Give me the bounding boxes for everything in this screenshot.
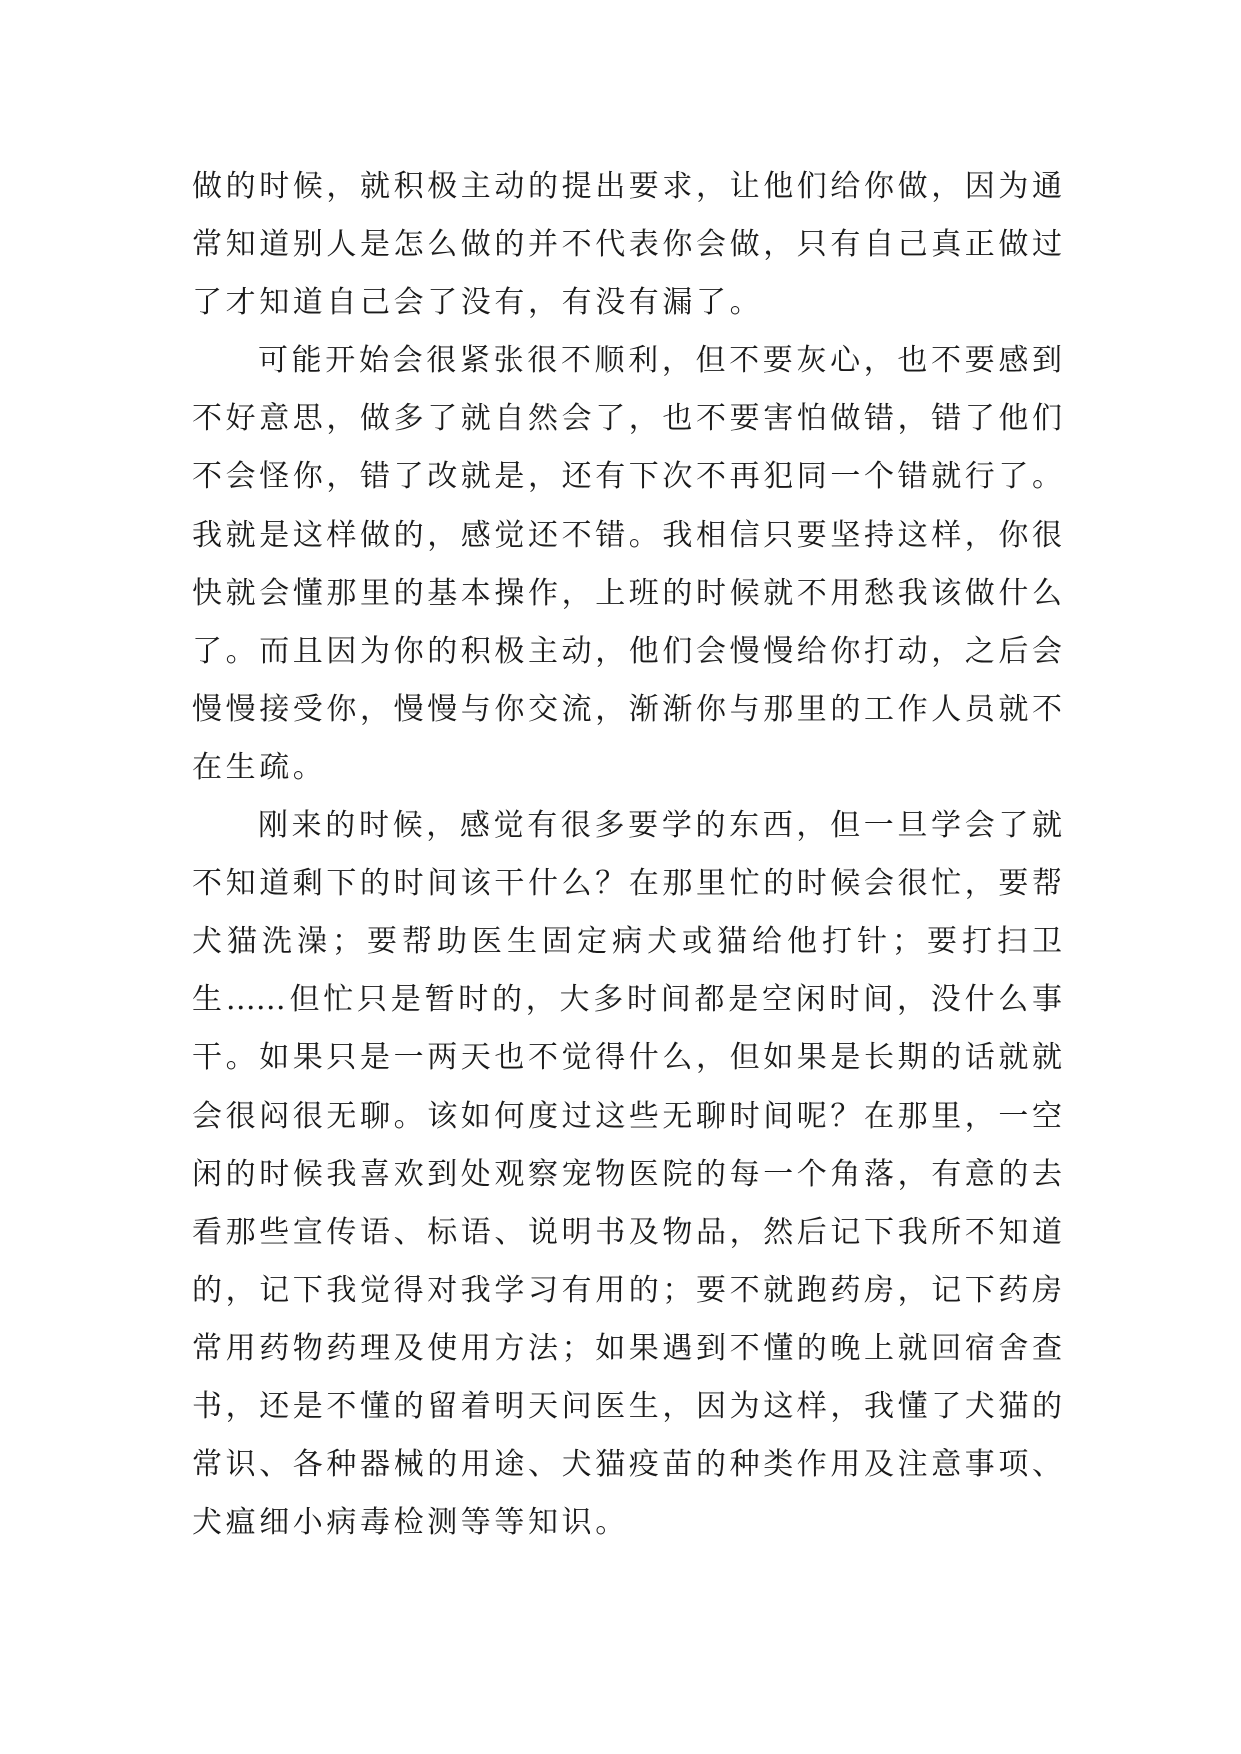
body-text [192, 158, 1062, 1552]
text-line: 干。如果只是一两天也不觉得什么，但如果是长期的话就就 [192, 1040, 1062, 1076]
text-line: 会很闷很无聊。该如何度过这些无聊时间呢？在那里，一空 [192, 1098, 1062, 1134]
text-line: 看那些宣传语、标语、说明书及物品，然后记下我所不知道 [192, 1214, 1062, 1250]
text-line: 常知道别人是怎么做的并不代表你会做，只有自己真正做过 [192, 227, 1062, 263]
text-line: 了。而且因为你的积极主动，他们会慢慢给你打动，之后会 [192, 633, 1062, 669]
text-line: 闲的时候我喜欢到处观察宠物医院的每一个角落，有意的去 [192, 1156, 1062, 1192]
paragraph-first-line: 可能开始会很紧张很不顺利，但不要灰心，也不要感到 [258, 343, 1062, 379]
text-line: 快就会懂那里的基本操作，上班的时候就不用愁我该做什么 [192, 575, 1062, 611]
text-line: 犬猫洗澡；要帮助医生固定病犬或猫给他打针；要打扫卫 [192, 924, 1062, 960]
paragraph-first-line: 刚来的时候，感觉有很多要学的东西，但一旦学会了就 [258, 808, 1062, 844]
text-line: 在生疏。 [192, 749, 327, 785]
text-line: 做的时候，就积极主动的提出要求，让他们给你做，因为通 [192, 169, 1062, 204]
text-line: 慢慢接受你，慢慢与你交流，渐渐你与那里的工作人员就不 [192, 691, 1062, 727]
text-line: 不知道剩下的时间该干什么？在那里忙的时候会很忙，要帮 [192, 866, 1062, 902]
text-line: 了才知道自己会了没有，有没有漏了。 [192, 285, 764, 321]
text-line: 不好意思，做多了就自然会了，也不要害怕做错，错了他们 [192, 401, 1062, 437]
text-line: 的，记下我觉得对我学习有用的；要不就跑药房，记下药房 [192, 1272, 1062, 1308]
text-line: 犬瘟细小病毒检测等等知识。 [192, 1505, 629, 1541]
text-line: 常用药物药理及使用方法；如果遇到不懂的晚上就回宿舍查 [192, 1330, 1062, 1366]
text-line: 我就是这样做的，感觉还不错。我相信只要坚持这样，你很 [192, 517, 1062, 553]
text-line: 生……但忙只是暂时的，大多时间都是空闲时间，没什么事 [192, 982, 1062, 1018]
text-line: 常识、各种器械的用途、犬猫疫苗的种类作用及注意事项、 [192, 1447, 1062, 1483]
text-line: 书，还是不懂的留着明天问医生，因为这样，我懂了犬猫的 [192, 1388, 1062, 1424]
text-line: 不会怪你，错了改就是，还有下次不再犯同一个错就行了。 [192, 459, 1062, 495]
